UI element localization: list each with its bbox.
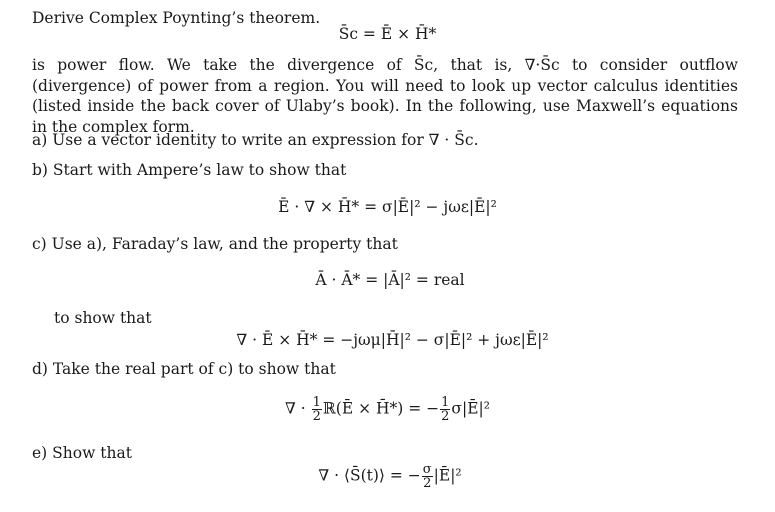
item-c-show: to show that (54, 309, 152, 327)
item-a: a) Use a vector identity to write an expression for ∇ · S̄c. (32, 131, 479, 149)
item-c: c) Use a), Faraday’s law, and the property that (32, 235, 398, 253)
equation-e (280, 463, 500, 490)
intro-paragraph: is power flow. We take the divergence of S̄c, that is, ∇·S̄c to consider outflow (divergence) of power from a region. You will need to look up vector calculus identities (listed inside the back cover of Ulaby’s book). In the following, use Maxwell’s equations in the complex form. (32, 56, 738, 136)
equation-d-lhs: ∇ · (285, 399, 306, 418)
equation-d (250, 396, 525, 423)
fraction-numerator: σ (422, 462, 432, 477)
fraction-numerator: 1 (312, 395, 321, 410)
sigma-half-fraction (422, 463, 433, 490)
fraction-denominator: 2 (312, 409, 321, 424)
equation-c-property: Ā · Ā* = |Ā|² = real (315, 271, 465, 289)
half-fraction-rhs (440, 396, 450, 423)
fraction-denominator: 2 (423, 476, 432, 491)
fraction-numerator: 1 (441, 395, 450, 410)
equation-d-middle: ℝ(Ē × H̄*) = − (322, 399, 440, 418)
equation-e-rhs: |Ē|² (433, 466, 462, 485)
equation-d-rhs: σ|Ē|² (451, 399, 490, 418)
item-b: b) Start with Ampere’s law to show that (32, 161, 347, 179)
equation-b: Ē · ∇ × H̄* = σ|Ē|² − jωε|Ē|² (278, 198, 497, 216)
item-e: e) Show that (32, 444, 132, 462)
poynting-definition-equation: S̄c = Ē × H̄* (338, 25, 437, 43)
equation-c: ∇ · Ē × H̄* = −jωμ|H̄|² − σ|Ē|² + jωε|Ē|² (236, 331, 549, 349)
half-fraction (312, 396, 322, 423)
problem-title: Derive Complex Poynting’s theorem. (32, 9, 321, 27)
item-d: d) Take the real part of c) to show that (32, 360, 336, 378)
fraction-denominator: 2 (441, 409, 450, 424)
equation-e-lhs: ∇ · ⟨S̄(t)⟩ = − (318, 466, 421, 485)
